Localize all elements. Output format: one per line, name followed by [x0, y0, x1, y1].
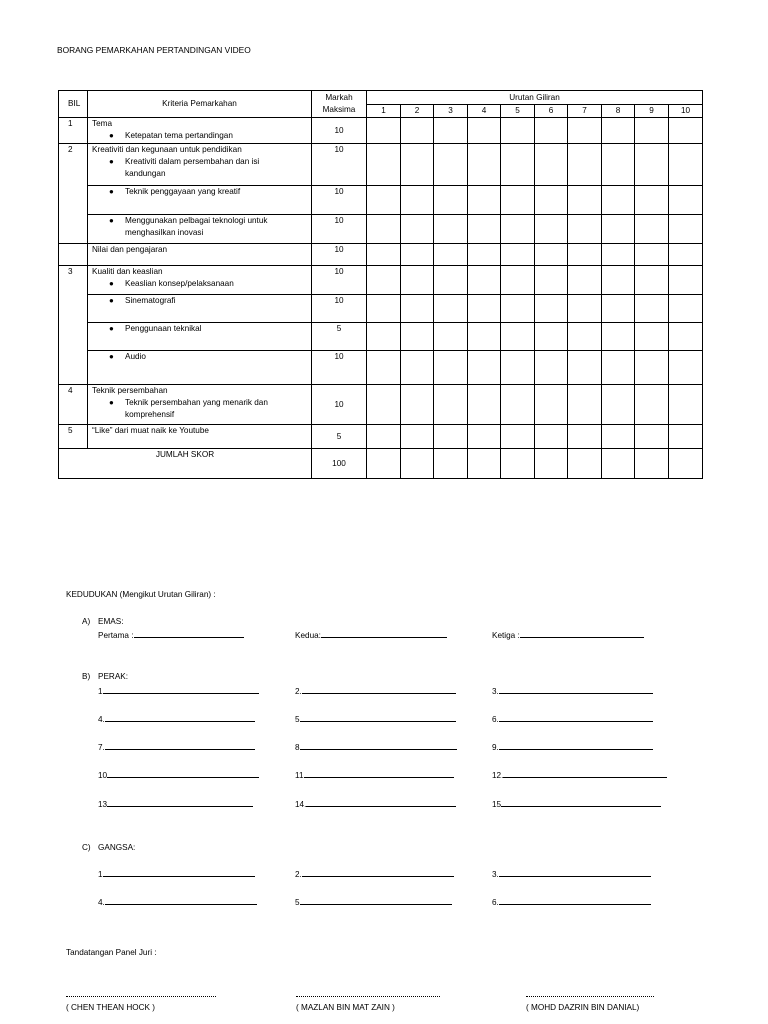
- silver-field-13-line[interactable]: [107, 799, 253, 807]
- score-cell[interactable]: [669, 186, 703, 215]
- score-cell[interactable]: [535, 295, 568, 323]
- bronze-field-1-line[interactable]: [103, 869, 255, 877]
- score-cell[interactable]: [602, 144, 635, 186]
- silver-field-5[interactable]: [295, 714, 456, 724]
- silver-field-1[interactable]: [98, 686, 259, 696]
- score-cell[interactable]: [401, 425, 434, 449]
- score-cell[interactable]: [535, 215, 568, 244]
- turn-number-header: 6: [535, 105, 568, 118]
- bullet-icon: ●: [109, 157, 114, 166]
- criteria-cell: [88, 215, 312, 244]
- score-cell[interactable]: [602, 323, 635, 351]
- score-cell[interactable]: [401, 295, 434, 323]
- criteria-item-label: Menggunakan pelbagai teknologi untuk: [125, 216, 268, 225]
- score-cell[interactable]: [367, 266, 401, 295]
- silver-field-14-label: 14.: [295, 800, 307, 809]
- score-cell[interactable]: [468, 266, 501, 295]
- score-cell[interactable]: [468, 425, 501, 449]
- turn-number-header: 4: [468, 105, 501, 118]
- score-cell[interactable]: [468, 351, 501, 385]
- row-number: 4: [59, 385, 88, 425]
- score-cell[interactable]: [434, 186, 468, 215]
- criteria-item: [92, 323, 311, 335]
- silver-field-12[interactable]: [492, 770, 667, 780]
- criteria-item-label-cont: menghasilkan inovasi: [125, 228, 204, 237]
- score-cell[interactable]: [669, 215, 703, 244]
- row-number: 3: [59, 266, 88, 385]
- silver-field-1-line[interactable]: [103, 686, 259, 694]
- silver-field-15-label: 15: [492, 800, 502, 809]
- score-cell[interactable]: [635, 385, 669, 425]
- score-cell[interactable]: [401, 266, 434, 295]
- silver-field-14-line[interactable]: [306, 799, 456, 807]
- gold-second-field-line[interactable]: [321, 630, 447, 638]
- score-cell[interactable]: [468, 215, 501, 244]
- silver-field-15[interactable]: [492, 799, 661, 809]
- score-cell[interactable]: [568, 351, 602, 385]
- score-cell[interactable]: [501, 385, 535, 425]
- score-cell[interactable]: [635, 449, 669, 479]
- criteria-item-label: Audio: [125, 352, 146, 361]
- turn-number-header: 2: [401, 105, 434, 118]
- score-cell[interactable]: [602, 449, 635, 479]
- silver-field-9-label: 9.: [492, 743, 499, 752]
- gold-second-field[interactable]: [295, 630, 447, 640]
- section-title: Kreativiti dan kegunaan untuk pendidikan: [92, 145, 242, 154]
- score-cell[interactable]: [568, 323, 602, 351]
- criteria-item-label: Sinematografi: [125, 296, 176, 305]
- max-marks: 10: [312, 186, 367, 215]
- silver-label: B): [82, 672, 91, 681]
- score-cell[interactable]: [602, 215, 635, 244]
- criteria-item: [92, 215, 311, 239]
- silver-field-3-label: 3.: [492, 687, 499, 696]
- score-cell[interactable]: [635, 244, 669, 266]
- criteria-item-label: Keaslian konsep/pelaksanaan: [125, 279, 234, 288]
- bullet-icon: ●: [109, 131, 114, 140]
- form-title: BORANG PEMARKAHAN PERTANDINGAN VIDEO: [57, 45, 251, 55]
- criteria-cell: Nilai dan pengajaran: [88, 244, 312, 266]
- score-cell[interactable]: [535, 144, 568, 186]
- criteria-item: [92, 156, 311, 180]
- turn-number-header: 8: [602, 105, 635, 118]
- silver-field-10[interactable]: [98, 770, 259, 780]
- score-cell[interactable]: [602, 118, 635, 144]
- signature-line: [296, 995, 440, 997]
- score-cell[interactable]: [635, 351, 669, 385]
- score-cell[interactable]: [635, 144, 669, 186]
- score-cell[interactable]: [468, 295, 501, 323]
- score-cell[interactable]: [367, 215, 401, 244]
- score-cell[interactable]: [434, 449, 468, 479]
- turn-number-header: 10: [669, 105, 703, 118]
- section-title: Kualiti dan keaslian: [92, 267, 163, 276]
- criteria-item-label: Ketepatan tema pertandingan: [125, 131, 233, 140]
- judge-name-3: ( MOHD DAZRIN BIN DANIAL): [526, 1003, 640, 1012]
- score-cell[interactable]: [367, 244, 401, 266]
- silver-field-7[interactable]: [98, 742, 255, 752]
- score-cell[interactable]: [602, 295, 635, 323]
- silver-field-12-line[interactable]: [503, 770, 667, 778]
- silver-field-4-label: 4.: [98, 715, 105, 724]
- silver-field-14[interactable]: [295, 799, 456, 809]
- bullet-icon: ●: [109, 352, 114, 361]
- max-marks: 5: [312, 425, 367, 449]
- silver-field-2-line[interactable]: [302, 686, 456, 694]
- header-max-marks-line1: Markah: [325, 93, 353, 102]
- bronze-field-4[interactable]: [98, 897, 257, 907]
- score-cell[interactable]: [669, 244, 703, 266]
- score-cell[interactable]: [602, 385, 635, 425]
- bullet-icon: ●: [109, 296, 114, 305]
- gold-label: A): [82, 617, 91, 626]
- score-cell[interactable]: [401, 323, 434, 351]
- max-marks: 10: [312, 385, 367, 425]
- score-cell[interactable]: [367, 449, 401, 479]
- criteria-item: [92, 295, 311, 307]
- header-criteria: Kriteria Pemarkahan: [88, 91, 312, 118]
- criteria-item: [92, 130, 311, 142]
- bullet-icon: ●: [109, 398, 114, 407]
- turn-number-header: 9: [635, 105, 669, 118]
- criteria-cell: [88, 385, 312, 425]
- criteria-cell: “Like” dari muat naik ke Youtube: [88, 425, 312, 449]
- score-cell[interactable]: [669, 144, 703, 186]
- row-number-empty: [59, 244, 88, 266]
- score-cell[interactable]: [501, 425, 535, 449]
- criteria-item-label-cont: kandungan: [125, 169, 166, 178]
- score-cell[interactable]: [602, 244, 635, 266]
- turn-number-header: 1: [367, 105, 401, 118]
- max-marks: 10: [312, 244, 367, 266]
- score-cell[interactable]: [535, 351, 568, 385]
- score-cell[interactable]: [434, 144, 468, 186]
- silver-title: PERAK:: [98, 672, 129, 681]
- bronze-field-2-line[interactable]: [302, 869, 454, 877]
- score-cell[interactable]: [669, 351, 703, 385]
- criteria-cell: [88, 118, 312, 144]
- silver-field-5-line[interactable]: [300, 714, 456, 722]
- bullet-icon: ●: [109, 187, 114, 196]
- bullet-icon: ●: [109, 279, 114, 288]
- gold-third-field-line[interactable]: [520, 630, 644, 638]
- score-cell[interactable]: [535, 425, 568, 449]
- total-marks: 100: [312, 449, 367, 479]
- bronze-field-2[interactable]: [295, 869, 454, 879]
- section-title: Teknik persembahan: [92, 386, 168, 395]
- score-cell[interactable]: [568, 266, 602, 295]
- bronze-field-2-label: 2.: [295, 870, 302, 879]
- max-marks: 10: [312, 295, 367, 323]
- silver-field-2[interactable]: [295, 686, 456, 696]
- criteria-cell: [88, 323, 312, 351]
- score-cell[interactable]: [535, 385, 568, 425]
- score-cell[interactable]: [635, 425, 669, 449]
- score-cell[interactable]: [501, 118, 535, 144]
- score-cell[interactable]: [434, 385, 468, 425]
- max-marks: 10: [312, 266, 367, 295]
- score-cell[interactable]: [401, 351, 434, 385]
- score-cell[interactable]: [669, 425, 703, 449]
- score-cell[interactable]: [669, 118, 703, 144]
- score-cell[interactable]: [501, 244, 535, 266]
- bronze-label: C): [82, 843, 91, 852]
- judge-name-2: ( MAZLAN BIN MAT ZAIN ): [296, 1003, 395, 1012]
- bronze-field-6-line[interactable]: [499, 897, 651, 905]
- signature-heading: Tandatangan Panel Juri :: [66, 948, 157, 957]
- silver-field-5-label: 5: [295, 715, 300, 724]
- score-cell[interactable]: [602, 351, 635, 385]
- criteria-item: [92, 397, 311, 421]
- score-cell[interactable]: [401, 144, 434, 186]
- score-cell[interactable]: [434, 295, 468, 323]
- criteria-item-label: Penggunaan teknikal: [125, 324, 202, 333]
- gold-first-field-line[interactable]: [134, 630, 244, 638]
- score-cell[interactable]: [434, 266, 468, 295]
- silver-field-11[interactable]: [295, 770, 454, 780]
- silver-field-13-label: 13: [98, 800, 108, 809]
- row-number: 5: [59, 425, 88, 449]
- bronze-field-5-label: 5: [295, 898, 300, 907]
- score-cell[interactable]: [468, 449, 501, 479]
- silver-field-7-line[interactable]: [105, 742, 255, 750]
- score-cell[interactable]: [669, 266, 703, 295]
- gold-first-field-label: Pertama :: [98, 631, 134, 640]
- score-cell[interactable]: [535, 244, 568, 266]
- bronze-field-3[interactable]: [492, 869, 651, 879]
- bronze-field-4-label: 4.: [98, 898, 105, 907]
- score-cell[interactable]: [434, 215, 468, 244]
- silver-field-9[interactable]: [492, 742, 653, 752]
- score-cell[interactable]: [535, 118, 568, 144]
- score-cell[interactable]: [434, 351, 468, 385]
- score-cell[interactable]: [535, 449, 568, 479]
- bronze-field-1[interactable]: [98, 869, 255, 879]
- score-cell[interactable]: [602, 425, 635, 449]
- max-marks: 10: [312, 215, 367, 244]
- silver-field-8-line[interactable]: [300, 742, 457, 750]
- score-cell[interactable]: [602, 186, 635, 215]
- score-cell[interactable]: [568, 425, 602, 449]
- signature-line: [66, 995, 216, 997]
- score-cell[interactable]: [501, 351, 535, 385]
- row-number: 2: [59, 144, 88, 244]
- bronze-field-3-line[interactable]: [499, 869, 651, 877]
- bullet-icon: ●: [109, 216, 114, 225]
- score-cell[interactable]: [568, 144, 602, 186]
- criteria-item: [92, 278, 311, 290]
- silver-field-10-line[interactable]: [107, 770, 259, 778]
- silver-field-15-line[interactable]: [501, 799, 661, 807]
- score-cell[interactable]: [635, 295, 669, 323]
- score-cell[interactable]: [635, 118, 669, 144]
- score-cell[interactable]: [434, 323, 468, 351]
- max-marks: 10: [312, 144, 367, 186]
- bullet-icon: ●: [109, 324, 114, 333]
- score-cell[interactable]: [468, 118, 501, 144]
- score-cell[interactable]: [367, 144, 401, 186]
- silver-field-8-label: 8: [295, 743, 300, 752]
- score-cell[interactable]: [468, 186, 501, 215]
- score-cell[interactable]: [501, 144, 535, 186]
- score-cell[interactable]: [568, 215, 602, 244]
- score-cell[interactable]: [401, 244, 434, 266]
- silver-field-13[interactable]: [98, 799, 253, 809]
- row-number: 1: [59, 118, 88, 144]
- score-cell[interactable]: [635, 215, 669, 244]
- score-cell[interactable]: [568, 186, 602, 215]
- silver-field-7-label: 7.: [98, 743, 105, 752]
- silver-field-4-line[interactable]: [105, 714, 255, 722]
- bronze-field-4-line[interactable]: [105, 897, 257, 905]
- ranking-heading: KEDUDUKAN (Mengikut Urutan Giliran) :: [66, 590, 216, 599]
- score-cell[interactable]: [669, 449, 703, 479]
- max-marks: 10: [312, 351, 367, 385]
- score-cell[interactable]: [401, 118, 434, 144]
- criteria-cell: [88, 351, 312, 385]
- gold-third-field-label: Ketiga :: [492, 631, 520, 640]
- bronze-field-6[interactable]: [492, 897, 651, 907]
- bronze-field-3-label: 3.: [492, 870, 499, 879]
- scoring-table: [58, 90, 703, 479]
- score-cell[interactable]: [501, 215, 535, 244]
- header-max-marks: [312, 91, 367, 118]
- bronze-title: GANGSA:: [98, 843, 136, 852]
- criteria-item-label: Kreativiti dalam persembahan dan isi: [125, 157, 260, 166]
- silver-field-12-label: 12.: [492, 771, 504, 780]
- bronze-field-6-label: 6.: [492, 898, 499, 907]
- score-cell[interactable]: [535, 266, 568, 295]
- score-cell[interactable]: [635, 266, 669, 295]
- gold-second-field-label: Kedua:: [295, 631, 321, 640]
- score-cell[interactable]: [401, 186, 434, 215]
- signature-line: [526, 995, 654, 997]
- score-cell[interactable]: [434, 244, 468, 266]
- score-cell[interactable]: [568, 449, 602, 479]
- score-cell[interactable]: [367, 351, 401, 385]
- judge-name-1: ( CHEN THEAN HOCK ): [66, 1003, 156, 1012]
- score-cell[interactable]: [401, 215, 434, 244]
- score-cell[interactable]: [568, 118, 602, 144]
- score-cell[interactable]: [669, 385, 703, 425]
- score-cell[interactable]: [367, 186, 401, 215]
- criteria-cell: [88, 144, 312, 186]
- max-marks: 5: [312, 323, 367, 351]
- silver-field-10-label: 10: [98, 771, 108, 780]
- score-cell[interactable]: [468, 385, 501, 425]
- silver-field-6-label: 6.: [492, 715, 499, 724]
- silver-field-2-label: 2.: [295, 687, 302, 696]
- score-cell[interactable]: [501, 295, 535, 323]
- score-cell[interactable]: [367, 323, 401, 351]
- header-turn-order: Urutan Giliran: [367, 91, 703, 105]
- header-bil: BIL: [59, 91, 88, 118]
- score-cell[interactable]: [434, 425, 468, 449]
- score-cell[interactable]: [501, 266, 535, 295]
- total-label: JUMLAH SKOR: [59, 449, 312, 479]
- score-cell[interactable]: [669, 295, 703, 323]
- criteria-item-label: Teknik penggayaan yang kreatif: [125, 187, 241, 196]
- score-cell[interactable]: [401, 449, 434, 479]
- score-cell[interactable]: [468, 144, 501, 186]
- score-cell[interactable]: [568, 385, 602, 425]
- header-max-marks-line2: Maksima: [322, 105, 356, 114]
- turn-number-header: 5: [501, 105, 535, 118]
- silver-field-3-line[interactable]: [499, 686, 653, 694]
- criteria-item: [92, 351, 311, 363]
- criteria-cell: [88, 295, 312, 323]
- gold-third-field[interactable]: [492, 630, 644, 640]
- criteria-item: [92, 186, 311, 198]
- criteria-item-label-cont: komprehensif: [125, 410, 175, 419]
- section-title: Tema: [92, 119, 113, 128]
- score-cell[interactable]: [535, 186, 568, 215]
- score-cell[interactable]: [568, 295, 602, 323]
- silver-field-1-label: 1: [98, 687, 103, 696]
- score-cell[interactable]: [367, 385, 401, 425]
- score-cell[interactable]: [568, 244, 602, 266]
- silver-field-6[interactable]: [492, 714, 653, 724]
- max-marks: 10: [312, 118, 367, 144]
- score-cell[interactable]: [367, 295, 401, 323]
- gold-first-field[interactable]: [98, 630, 244, 640]
- score-cell[interactable]: [468, 244, 501, 266]
- score-cell[interactable]: [434, 118, 468, 144]
- silver-field-11-label: 11: [295, 771, 304, 780]
- gold-title: EMAS:: [98, 617, 124, 626]
- score-cell[interactable]: [501, 323, 535, 351]
- score-cell[interactable]: [635, 186, 669, 215]
- score-cell[interactable]: [468, 323, 501, 351]
- turn-number-header: 7: [568, 105, 602, 118]
- score-cell[interactable]: [501, 449, 535, 479]
- score-cell[interactable]: [535, 323, 568, 351]
- score-cell[interactable]: [602, 266, 635, 295]
- bronze-field-5[interactable]: [295, 897, 452, 907]
- score-cell[interactable]: [367, 425, 401, 449]
- criteria-item-label: Teknik persembahan yang menarik dan: [125, 398, 268, 407]
- silver-field-8[interactable]: [295, 742, 457, 752]
- criteria-cell: [88, 186, 312, 215]
- silver-field-4[interactable]: [98, 714, 255, 724]
- score-cell[interactable]: [501, 186, 535, 215]
- silver-field-9-line[interactable]: [499, 742, 653, 750]
- score-cell[interactable]: [401, 385, 434, 425]
- score-cell[interactable]: [367, 118, 401, 144]
- score-cell[interactable]: [635, 323, 669, 351]
- bronze-field-1-label: 1: [98, 870, 103, 879]
- score-cell[interactable]: [669, 323, 703, 351]
- silver-field-3[interactable]: [492, 686, 653, 696]
- silver-field-11-line[interactable]: [304, 770, 454, 778]
- bronze-field-5-line[interactable]: [300, 897, 452, 905]
- criteria-cell: [88, 266, 312, 295]
- turn-number-header: 3: [434, 105, 468, 118]
- silver-field-6-line[interactable]: [499, 714, 653, 722]
